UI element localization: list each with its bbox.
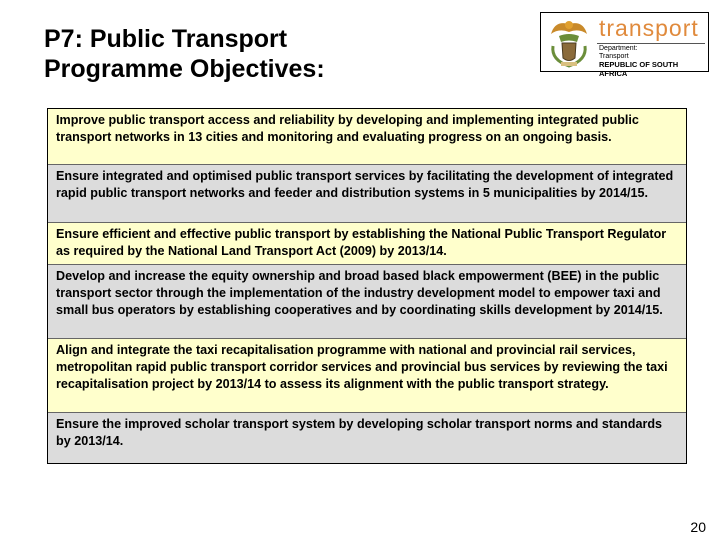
- logo-line-1: Department:: [599, 45, 638, 52]
- objective-row: Align and integrate the taxi recapitalisation programme with national and provincial rail services, metropolitan rapid public transport corridor services and provincial bus services by reviewing the taxi recapitalisation project by 2013/14 to assess its alignment with the public transport strategy.: [48, 339, 686, 413]
- objective-row: Ensure efficient and effective public transport by establishing the National Public Transport Regulator as required by the National Land Transport Act (2009) by 2013/14.: [48, 223, 686, 265]
- page-title: [44, 24, 325, 84]
- objective-row: Ensure integrated and optimised public transport services by facilitating the development of integrated rapid public transport networks and feeder and distribution systems in 5 municipalities by 2014/15.: [48, 165, 686, 223]
- logo-brand-text: transport: [599, 15, 699, 41]
- page-number: 20: [690, 519, 706, 535]
- objective-row: Develop and increase the equity ownership and broad based black empowerment (BEE) in the public transport sector through the implementation of the industry development model to empower taxi and small bus operators by establishing cooperatives and by coordinating skills development by 2014/15.: [48, 265, 686, 339]
- department-logo: [540, 12, 709, 78]
- title-line-2: Programme Objectives:: [44, 55, 325, 83]
- logo-line-2: Transport: [599, 53, 629, 60]
- objective-row: Improve public transport access and reliability by developing and implementing integrated public transport networks in 13 cities and monitoring and evaluating progress on an ongoing basis.: [48, 109, 686, 165]
- title-line-1: P7: Public Transport: [44, 25, 288, 53]
- objective-row: Ensure the improved scholar transport system by developing scholar transport norms and standards by 2013/14.: [48, 413, 686, 463]
- coat-of-arms-icon: [545, 16, 593, 68]
- logo-divider: [597, 43, 705, 44]
- objectives-table: [47, 108, 687, 464]
- logo-line-3: REPUBLIC OF SOUTH AFRICA: [599, 60, 679, 78]
- logo-department-text: [599, 45, 708, 79]
